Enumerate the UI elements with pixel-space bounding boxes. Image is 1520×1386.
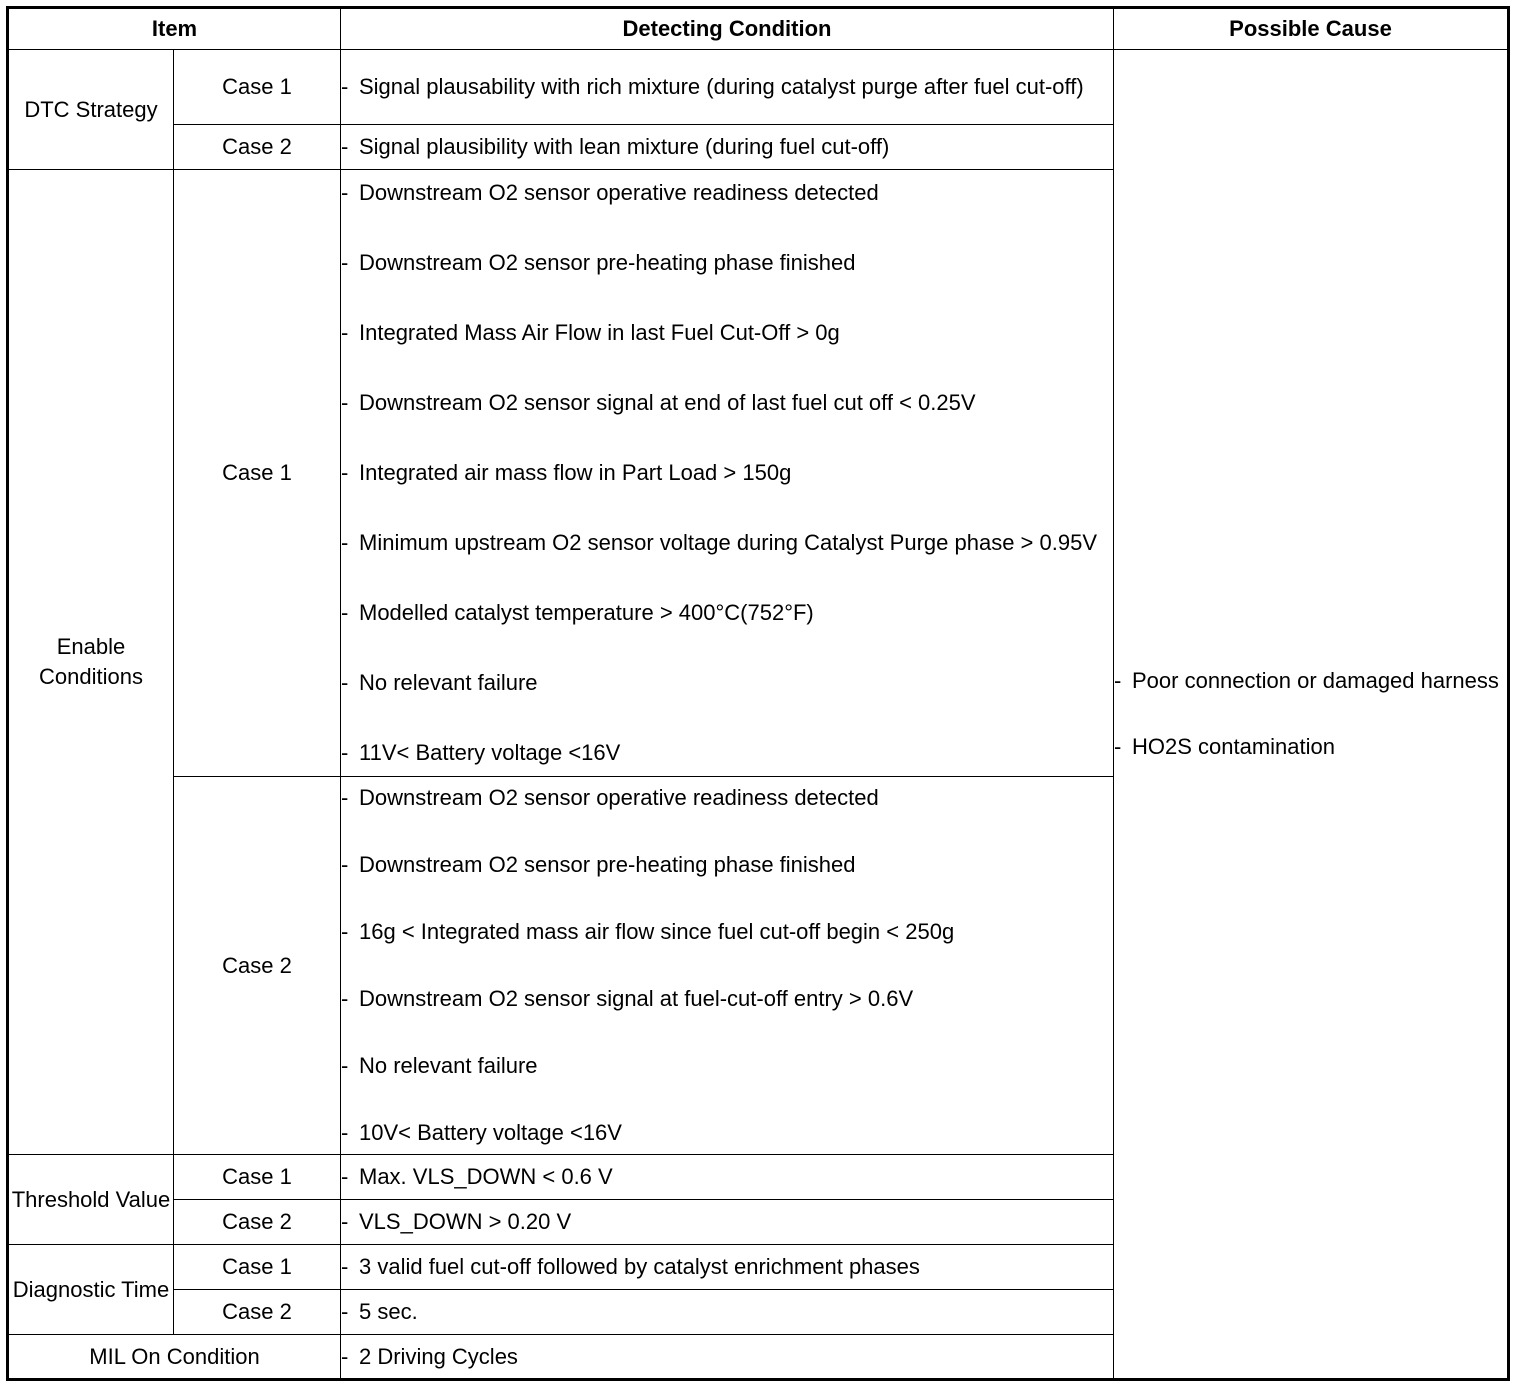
condition-text: 3 valid fuel cut-off followed by catalyst enrichment phases [359,1254,920,1279]
condition-text: 11V< Battery voltage <16V [359,740,621,765]
condition-text: Signal plausability with rich mixture (during catalyst purge after fuel cut-off) [359,74,1084,99]
bullet: - [341,1053,349,1079]
diagnostic-time-case1-condition [341,1245,1114,1290]
condition-text: Downstream O2 sensor signal at fuel-cut-off entry > 0.6V [359,986,914,1012]
list-item [341,738,1113,768]
condition-text: Downstream O2 sensor operative readiness detected [359,180,879,205]
cause-text: Poor connection or damaged harness [1132,668,1499,693]
dtc-strategy-case1-label: Case 1 [174,50,341,125]
cause-text: HO2S contamination [1132,734,1335,759]
condition-text: Modelled catalyst temperature > 400°C(752°F) [359,600,814,625]
list-item [341,248,1113,278]
bullet: - [341,250,349,275]
dtc-strategy-case2-label: Case 2 [174,125,341,170]
enable-conditions-case1-label: Case 1 [174,170,341,777]
cause-item [1114,666,1507,696]
bullet: - [341,1120,349,1146]
header-possible-cause: Possible Cause [1114,8,1509,50]
list-item [341,458,1113,488]
list-item [341,178,1113,208]
diagnostic-time-case2-condition [341,1290,1114,1335]
bullet: - [341,1254,349,1279]
bullet: - [341,851,349,877]
condition-text: Downstream O2 sensor operative readiness detected [359,784,879,810]
dtc-strategy-case1-condition [341,50,1114,125]
list-item [341,598,1113,628]
diagnostic-time-label: Diagnostic Time [8,1245,174,1335]
list-item [341,984,1113,1014]
bullet: - [341,390,349,415]
condition-text: Downstream O2 sensor pre-heating phase finished [359,250,856,275]
bullet: - [341,600,349,625]
bullet: - [341,1209,349,1234]
header-item: Item [8,8,341,50]
bullet: - [341,670,349,695]
condition-text: Downstream O2 sensor signal at end of last fuel cut off < 0.25V [359,390,976,415]
condition-text: Integrated air mass flow in Part Load > 150g [359,460,792,485]
bullet: - [341,134,349,159]
enable-conditions-label: Enable Conditions [8,170,174,1155]
condition-text: 5 sec. [359,1299,418,1324]
bullet: - [341,1343,349,1369]
list-item [341,528,1113,558]
list-item [341,917,1113,947]
bullet: - [341,320,349,345]
list-item [341,318,1113,348]
enable-conditions-case2-label: Case 2 [174,777,341,1155]
threshold-case1-condition [341,1155,1114,1200]
diagnostic-time-case2-label: Case 2 [174,1290,341,1335]
condition-text: 16g < Integrated mass air flow since fuel cut-off begin < 250g [359,918,955,944]
header-detecting-condition: Detecting Condition [341,8,1114,50]
list-item [341,1118,1113,1148]
dtc-spec-table [6,6,1510,1381]
possible-cause-cell [1114,50,1509,1380]
bullet: - [341,1164,349,1189]
list-item [341,850,1113,880]
bullet: - [341,180,349,205]
bullet: - [341,1299,349,1324]
header-row [8,8,1509,50]
condition-text: Integrated Mass Air Flow in last Fuel Cut-Off > 0g [359,320,840,345]
condition-text: 10V< Battery voltage <16V [359,1120,622,1146]
list-item [341,1051,1113,1081]
list-item [341,668,1113,698]
condition-text: VLS_DOWN > 0.20 V [359,1209,572,1234]
bullet: - [341,918,349,944]
bullet: - [1114,734,1122,759]
bullet: - [341,460,349,485]
condition-text: No relevant failure [359,670,538,695]
list-item [341,388,1113,418]
bullet: - [341,530,349,555]
dtc-strategy-case2-condition [341,125,1114,170]
cause-item [1114,732,1507,762]
bullet: - [341,784,349,810]
bullet: - [1114,668,1122,693]
threshold-case2-condition [341,1200,1114,1245]
condition-text: Downstream O2 sensor pre-heating phase finished [359,851,856,877]
diagnostic-time-case1-label: Case 1 [174,1245,341,1290]
table-row [8,50,1509,125]
mil-on-condition-label: MIL On Condition [8,1335,341,1380]
bullet: - [341,74,349,99]
bullet: - [341,986,349,1012]
condition-text: 2 Driving Cycles [359,1343,518,1369]
condition-text: Signal plausibility with lean mixture (during fuel cut-off) [359,134,890,159]
condition-text: Max. VLS_DOWN < 0.6 V [359,1164,613,1189]
condition-text: No relevant failure [359,1053,538,1079]
dtc-strategy-label: DTC Strategy [8,50,174,170]
bullet: - [341,740,349,765]
enable-conditions-case2-list [341,777,1114,1155]
condition-text: Minimum upstream O2 sensor voltage during Catalyst Purge phase > 0.95V [359,530,1097,555]
threshold-value-label: Threshold Value [8,1155,174,1245]
threshold-case1-label: Case 1 [174,1155,341,1200]
threshold-case2-label: Case 2 [174,1200,341,1245]
mil-on-condition-value [341,1335,1114,1380]
list-item [341,783,1113,813]
enable-conditions-case1-list [341,170,1114,777]
